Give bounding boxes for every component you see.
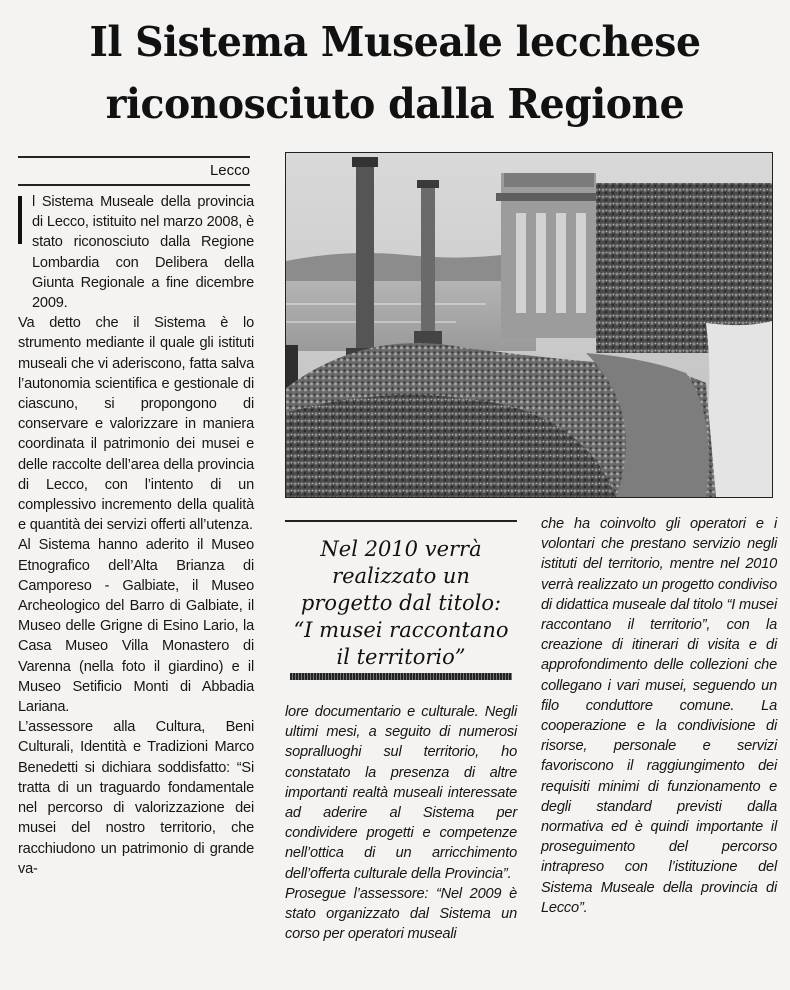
article-column-2-paragraph-1: lore documentario e culturale. Negli ultimi mesi, a seguito di numerosi sopralluoghi sul territorio, ho constatato la presenza di altre importanti realtà museali interessate ad aderire al Sistema per condividere progetti e competenze nell’ottica di un arricchimento dell’offerta culturale della Provincia”. <box>285 704 517 882</box>
dateline-rule <box>18 184 250 186</box>
article-column-3 <box>541 514 777 918</box>
pullquote-top-rule <box>285 520 517 522</box>
article-paragraph-2: Va detto che il Sistema è lo strumento mediante il quale gli istituti museali che vi aderiscono, fatta salva l’autonomia scientifica e gestionale di ciascuno, si propongono di conservare e valorizzare in maniera coordinata il patrimonio dei musei e delle raccolte dell’area della provincia di Lecco, con l’intento di un complessivo incremento della qualità e quantità dei servizi offerti all’utenza. <box>18 315 254 534</box>
pullquote-line-5: il territorio” <box>336 645 466 669</box>
article-paragraph-1-text: l Sistema Museale della provincia di Lecco, istituito nel marzo 2008, è stato riconosciuto dalla Regione Lombardia con Delibera della Giunta Regionale a fine dicembre 2009. <box>32 194 254 312</box>
headline-line-2: riconosciuto dalla Regione <box>105 80 685 128</box>
pullquote <box>285 536 517 671</box>
column-1-top-rule <box>18 156 250 158</box>
article-column-3-paragraph-1: che ha coinvolto gli operatori e i volontari che prestano servizio negli istituti del territorio, mentre nel 2010 verrà realizzato un progetto condiviso di didattica museale dal titolo “I musei raccontano il territorio”, con la creazione di itinerari di visita e di approfondimento delle collezioni che collegano i vari musei, seguendo un filo conduttore comune. La cooperazione e la condivisione di risorse, personale e servizi favoriscono il raggiungimento dei requisiti minimi di funzionamento e degli standard previsti dalla normativa ed è quindi importante il proseguimento del percorso intrapreso con l’istituzione del Sistema Museale della provincia di Lecco”. <box>541 516 777 916</box>
headline-line-1: Il Sistema Museale lecchese <box>89 18 701 66</box>
dateline: Lecco <box>209 162 250 179</box>
pullquote-bottom-bar <box>290 673 512 680</box>
pullquote-line-1: Nel 2010 verrà <box>320 537 482 561</box>
photo-villa-garden-lake <box>286 153 772 497</box>
initial-letter-bar <box>18 196 22 244</box>
article-column-1 <box>18 192 254 879</box>
villa-garden-photo <box>285 152 773 498</box>
pullquote-line-3: progetto dal titolo: <box>300 591 502 615</box>
article-paragraph-3: Al Sistema hanno aderito il Museo Etnografico dell’Alta Brianza di Camporeso - Galbiate, il Museo Archeologico del Barro di Galbiate, il Museo delle Grigne di Esino Lario, la Casa Museo Villa Monastero di Varenna (nella foto il giardino) e il Museo Setificio Monti di Abbadia Lariana. <box>18 537 254 716</box>
article-column-2 <box>285 702 517 944</box>
article-paragraph-4: L’assessore alla Cultura, Beni Culturali, Identità e Tradizioni Marco Benedetti si dichiara soddisfatto: “Si tratta di un traguardo fondamentale nel percorso di valorizzazione dei musei del nostro territorio, che racchiudono un patrimonio di grande va- <box>18 719 254 877</box>
article-paragraph-1 <box>18 192 254 313</box>
pullquote-line-2: realizzato un <box>332 564 470 588</box>
article-column-2-paragraph-2: Prosegue l’assessore: “Nel 2009 è stato organizzato dal Sistema un corso per operatori museali <box>285 885 517 943</box>
pullquote-line-4: “I musei raccontano <box>293 618 509 642</box>
